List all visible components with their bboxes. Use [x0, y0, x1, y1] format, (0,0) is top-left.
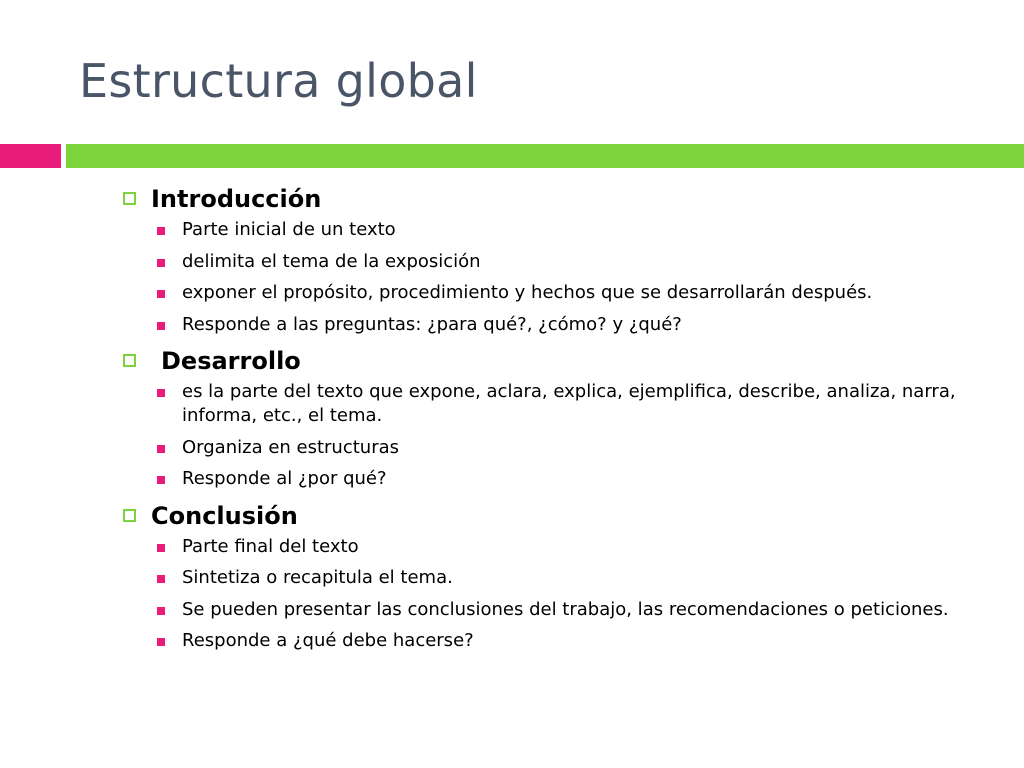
list-item-text: delimita el tema de la exposición — [182, 250, 481, 272]
square-bullet-icon — [157, 290, 165, 298]
list-item-text: Organiza en estructuras — [182, 436, 400, 458]
section-introduccion — [120, 182, 1000, 337]
section-heading — [120, 499, 1000, 533]
list-item-text: es la parte del texto que expone, aclara, explica, ejemplifica, describe, analiza, narra, informa, etc., el tema. — [182, 381, 956, 426]
sub-bullet-list — [120, 218, 1000, 337]
section-heading-text: Introducción — [151, 185, 322, 213]
square-bullet-icon — [157, 389, 165, 397]
list-item — [120, 218, 1000, 242]
list-item — [120, 629, 1000, 653]
hollow-square-bullet-icon — [123, 192, 136, 205]
square-bullet-icon — [157, 322, 165, 330]
list-item-text: Responde a las preguntas: ¿para qué?, ¿cómo? y ¿qué? — [182, 313, 682, 335]
list-item — [120, 313, 1000, 337]
pink-accent-bar — [0, 144, 61, 168]
green-accent-bar — [66, 144, 1024, 168]
list-item — [120, 467, 1000, 491]
list-item-text: Parte final del texto — [182, 535, 359, 557]
list-item-text: Responde a ¿qué debe hacerse? — [182, 630, 474, 651]
list-item — [120, 436, 1000, 460]
list-item-text: Parte inicial de un texto — [182, 219, 396, 240]
section-heading — [120, 182, 1000, 216]
square-bullet-icon — [157, 445, 165, 453]
square-bullet-icon — [157, 259, 165, 267]
bullet-content — [120, 182, 1000, 661]
section-conclusion — [120, 499, 1000, 654]
list-item — [120, 281, 1000, 305]
square-bullet-icon — [157, 638, 165, 646]
list-item — [120, 598, 1000, 622]
sub-bullet-list — [120, 380, 1000, 491]
list-item-text: Responde al ¿por qué? — [182, 468, 387, 489]
slide-title: Estructura global — [79, 54, 478, 108]
hollow-square-bullet-icon — [123, 354, 136, 367]
list-item — [120, 535, 1000, 559]
section-heading-text: Conclusión — [151, 501, 298, 530]
square-bullet-icon — [157, 476, 165, 484]
square-bullet-icon — [157, 227, 165, 235]
list-item — [120, 566, 1000, 590]
section-heading — [120, 344, 1000, 378]
list-item-text: exponer el propósito, procedimiento y hechos que se desarrollarán después. — [182, 282, 873, 303]
square-bullet-icon — [157, 575, 165, 583]
section-heading-text: Desarrollo — [161, 347, 301, 375]
list-item — [120, 250, 1000, 274]
section-desarrollo — [120, 344, 1000, 491]
square-bullet-icon — [157, 544, 165, 552]
square-bullet-icon — [157, 607, 165, 615]
list-item-text: Se pueden presentar las conclusiones del trabajo, las recomendaciones o peticiones. — [182, 598, 949, 620]
list-item — [120, 380, 1000, 428]
list-item-text: Sintetiza o recapitula el tema. — [182, 567, 453, 588]
hollow-square-bullet-icon — [123, 509, 136, 522]
sub-bullet-list — [120, 535, 1000, 654]
